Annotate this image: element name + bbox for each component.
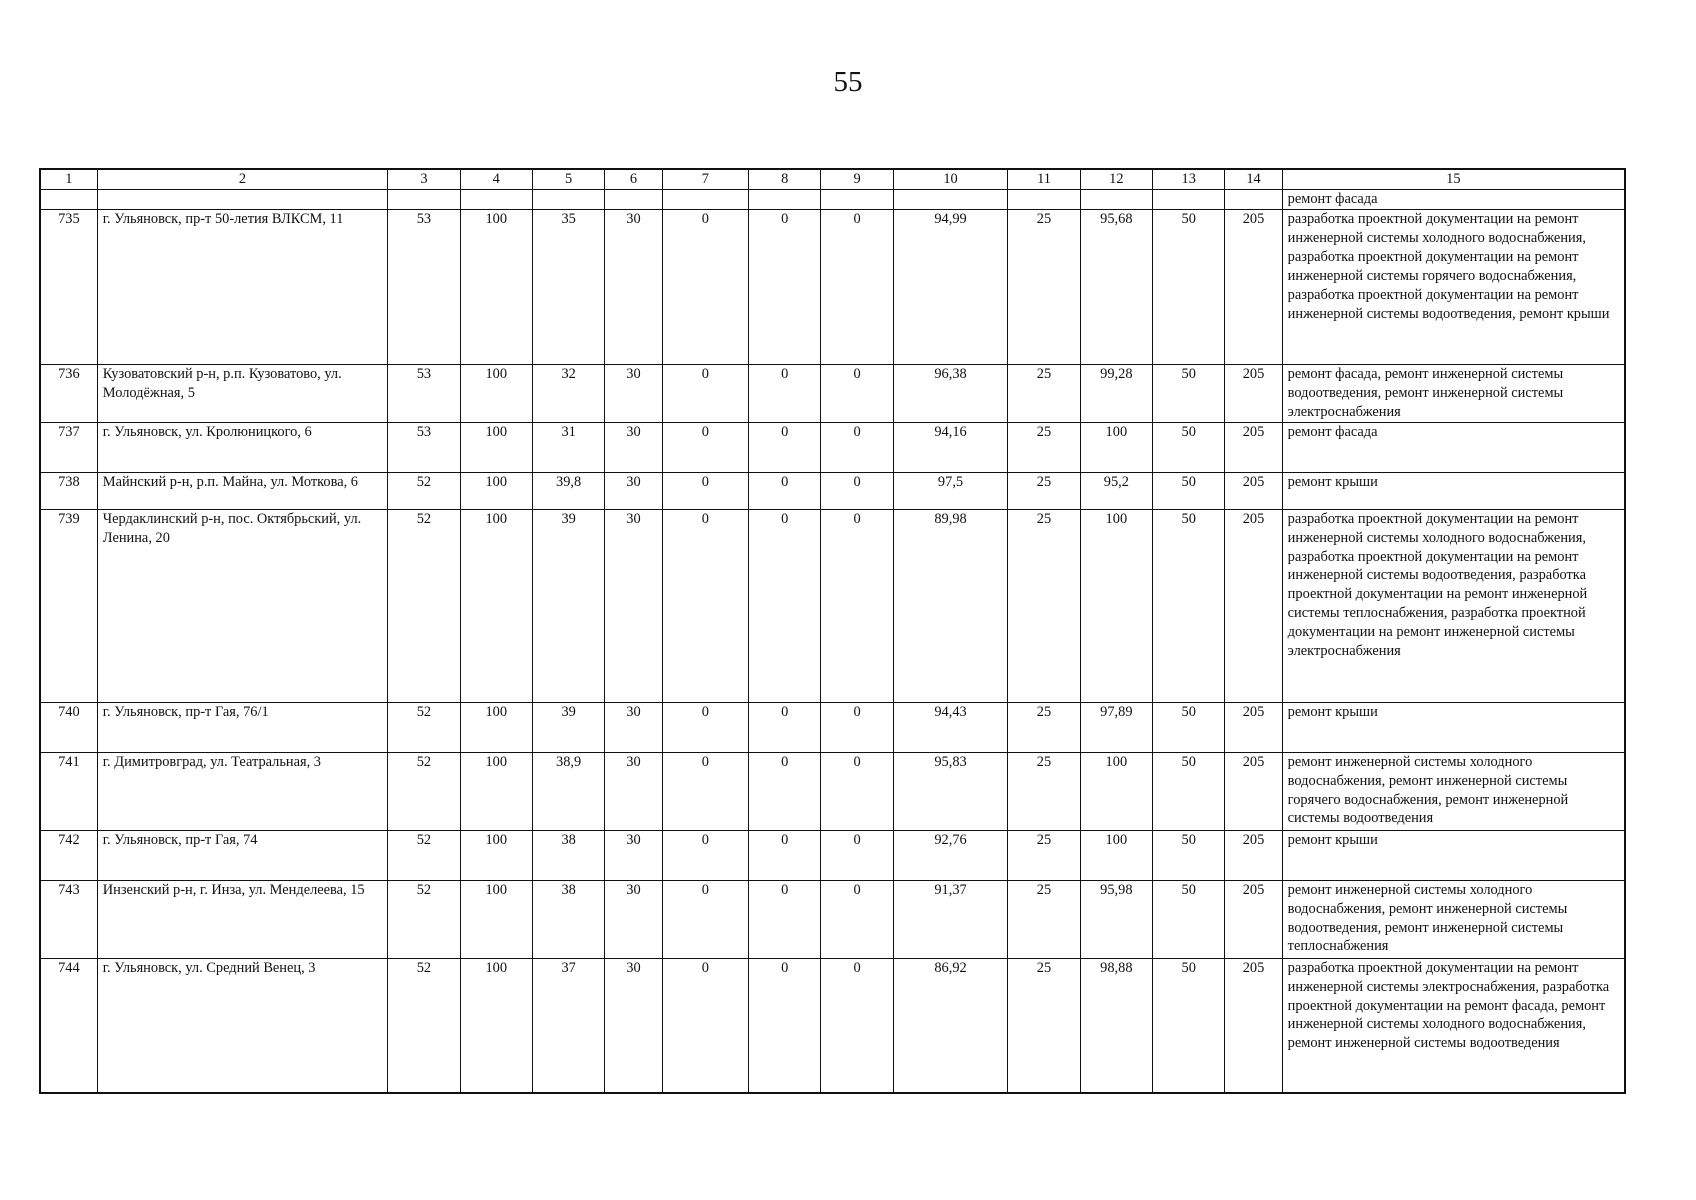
col-14-value: 205 [1225, 752, 1282, 830]
col-11-value: 25 [1008, 702, 1080, 752]
address: Инзенский р-н, г. Инза, ул. Менделеева, 15 [97, 880, 387, 958]
col-6-value: 30 [605, 880, 662, 958]
col-4-value: 100 [460, 210, 532, 365]
col-12-value: 95,2 [1080, 472, 1152, 509]
col-8-value: 0 [749, 509, 821, 702]
column-number: 9 [821, 169, 893, 190]
column-number: 13 [1153, 169, 1225, 190]
col-13-value: 50 [1153, 210, 1225, 365]
col-3-value: 53 [388, 210, 460, 365]
col-11-value: 25 [1008, 210, 1080, 365]
col-9-value: 0 [821, 365, 893, 423]
col-11-value: 25 [1008, 422, 1080, 472]
col-6-value: 30 [605, 210, 662, 365]
col-10-value: 94,16 [893, 422, 1008, 472]
col-8-value: 0 [749, 880, 821, 958]
col-8-value: 0 [749, 752, 821, 830]
col-10-value: 95,83 [893, 752, 1008, 830]
col-9-value: 0 [821, 958, 893, 1093]
col-5-value: 38 [532, 880, 604, 958]
col-6-value: 30 [605, 472, 662, 509]
table-row [40, 472, 1625, 509]
column-number: 3 [388, 169, 460, 190]
col-11-value: 25 [1008, 509, 1080, 702]
row-index: 736 [40, 365, 97, 423]
col-13-value: 50 [1153, 702, 1225, 752]
row-index: 743 [40, 880, 97, 958]
col-4-value: 100 [460, 830, 532, 880]
table-row [40, 958, 1625, 1093]
col-13-value: 50 [1153, 422, 1225, 472]
col-6-value: 30 [605, 702, 662, 752]
col-12-value: 98,88 [1080, 958, 1152, 1093]
col-6-value: 30 [605, 422, 662, 472]
registry-table [39, 168, 1626, 1094]
col-10-value: 91,37 [893, 880, 1008, 958]
col-8-value: 0 [749, 210, 821, 365]
col-10-value: 97,5 [893, 472, 1008, 509]
col-4-value: 100 [460, 472, 532, 509]
column-number: 4 [460, 169, 532, 190]
col-6-value: 30 [605, 830, 662, 880]
address: г. Ульяновск, ул. Средний Венец, 3 [97, 958, 387, 1093]
col-11-value: 25 [1008, 752, 1080, 830]
address: Чердаклинский р-н, пос. Октябрьский, ул. Ленина, 20 [97, 509, 387, 702]
row-index: 735 [40, 210, 97, 365]
row-index: 742 [40, 830, 97, 880]
table-row [40, 509, 1625, 702]
col-7-value: 0 [662, 830, 748, 880]
col-3-value: 52 [388, 830, 460, 880]
col-9-value: 0 [821, 702, 893, 752]
work-description: ремонт крыши [1282, 702, 1625, 752]
work-description: разработка проектной документации на ремонт инженерной системы электроснабжения, разработка проектной документации на ремонт фасада, ремонт инженерной системы холодного водоснабжения, ремонт инженерной системы водоотведения [1282, 958, 1625, 1093]
col-11-value: 25 [1008, 830, 1080, 880]
address: г. Димитровград, ул. Театральная, 3 [97, 752, 387, 830]
col-10-value: 94,43 [893, 702, 1008, 752]
col-11-value: 25 [1008, 472, 1080, 509]
address: Кузоватовский р-н, р.п. Кузоватово, ул. Молодёжная, 5 [97, 365, 387, 423]
column-number: 5 [532, 169, 604, 190]
col-8-value: 0 [749, 702, 821, 752]
col-5-value: 39 [532, 702, 604, 752]
col-10-value: 92,76 [893, 830, 1008, 880]
work-description: ремонт инженерной системы холодного водоснабжения, ремонт инженерной системы водоотведения, ремонт инженерной системы теплоснабжения [1282, 880, 1625, 958]
column-number: 2 [97, 169, 387, 190]
col-11-value: 25 [1008, 958, 1080, 1093]
col-12-value: 99,28 [1080, 365, 1152, 423]
col-10-value: 89,98 [893, 509, 1008, 702]
address: Майнский р-н, р.п. Майна, ул. Моткова, 6 [97, 472, 387, 509]
col-4-value: 100 [460, 509, 532, 702]
col-5-value: 37 [532, 958, 604, 1093]
col-9-value: 0 [821, 472, 893, 509]
col-14-value: 205 [1225, 210, 1282, 365]
col-8-value: 0 [749, 472, 821, 509]
col-4-value: 100 [460, 752, 532, 830]
table-row [40, 752, 1625, 830]
col-9-value: 0 [821, 422, 893, 472]
table-row [40, 880, 1625, 958]
col-3-value: 52 [388, 752, 460, 830]
col-13-value: 50 [1153, 752, 1225, 830]
table-row [40, 830, 1625, 880]
col-5-value: 39,8 [532, 472, 604, 509]
column-number: 7 [662, 169, 748, 190]
col-14-value: 205 [1225, 880, 1282, 958]
col-13-value: 50 [1153, 830, 1225, 880]
col-6-value: 30 [605, 752, 662, 830]
work-description: ремонт фасада [1282, 422, 1625, 472]
column-number-header [40, 169, 1625, 190]
row-index: 741 [40, 752, 97, 830]
row-index: 744 [40, 958, 97, 1093]
col-3-value: 53 [388, 422, 460, 472]
address: г. Ульяновск, пр-т 50-летия ВЛКСМ, 11 [97, 210, 387, 365]
work-description: ремонт крыши [1282, 472, 1625, 509]
col-8-value: 0 [749, 365, 821, 423]
col-7-value: 0 [662, 958, 748, 1093]
address: г. Ульяновск, ул. Кролюницкого, 6 [97, 422, 387, 472]
col-14-value: 205 [1225, 702, 1282, 752]
column-number: 15 [1282, 169, 1625, 190]
column-number: 1 [40, 169, 97, 190]
col-6-value: 30 [605, 509, 662, 702]
col-8-value: 0 [749, 958, 821, 1093]
col-13-value: 50 [1153, 365, 1225, 423]
col-14-value: 205 [1225, 958, 1282, 1093]
work-description: ремонт фасада, ремонт инженерной системы водоотведения, ремонт инженерной системы электроснабжения [1282, 365, 1625, 423]
column-number: 12 [1080, 169, 1152, 190]
col-6-value: 30 [605, 365, 662, 423]
col-14-value: 205 [1225, 830, 1282, 880]
col-4-value: 100 [460, 365, 532, 423]
col-13-value: 50 [1153, 958, 1225, 1093]
col-3-value: 52 [388, 472, 460, 509]
table-row [40, 365, 1625, 423]
col-4-value: 100 [460, 422, 532, 472]
row-index: 739 [40, 509, 97, 702]
column-number: 14 [1225, 169, 1282, 190]
col-13-value: 50 [1153, 472, 1225, 509]
col-4-value: 100 [460, 702, 532, 752]
col-8-value: 0 [749, 830, 821, 880]
column-number: 11 [1008, 169, 1080, 190]
col-10-value: 86,92 [893, 958, 1008, 1093]
col-12-value: 97,89 [1080, 702, 1152, 752]
col-7-value: 0 [662, 365, 748, 423]
row-index: 738 [40, 472, 97, 509]
col-9-value: 0 [821, 830, 893, 880]
table-row [40, 422, 1625, 472]
page-number: 55 [833, 66, 863, 98]
col-13-value: 50 [1153, 509, 1225, 702]
column-number: 6 [605, 169, 662, 190]
col-5-value: 38,9 [532, 752, 604, 830]
col-10-value: 94,99 [893, 210, 1008, 365]
col-5-value: 35 [532, 210, 604, 365]
column-number: 10 [893, 169, 1008, 190]
col-5-value: 38 [532, 830, 604, 880]
col-5-value: 32 [532, 365, 604, 423]
work-description: разработка проектной документации на ремонт инженерной системы холодного водоснабжения, разработка проектной документации на ремонт инженерной системы водоотведения, разработка проектной документации на ремонт инженерной системы теплоснабжения, разработка проектной документации на ремонт инженерной системы электроснабжения [1282, 509, 1625, 702]
address: г. Ульяновск, пр-т Гая, 76/1 [97, 702, 387, 752]
work-description: разработка проектной документации на ремонт инженерной системы холодного водоснабжения, разработка проектной документации на ремонт инженерной системы горячего водоснабжения, разработка проектной документации на ремонт инженерной системы водоотведения, ремонт крыши [1282, 210, 1625, 365]
row-index: 740 [40, 702, 97, 752]
table-row [40, 702, 1625, 752]
col-12-value: 100 [1080, 509, 1152, 702]
table-row [40, 210, 1625, 365]
col-4-value: 100 [460, 880, 532, 958]
col-3-value: 53 [388, 365, 460, 423]
col-11-value: 25 [1008, 365, 1080, 423]
col-7-value: 0 [662, 472, 748, 509]
col-9-value: 0 [821, 752, 893, 830]
col-10-value: 96,38 [893, 365, 1008, 423]
col-14-value: 205 [1225, 472, 1282, 509]
col-3-value: 52 [388, 702, 460, 752]
col-3-value: 52 [388, 958, 460, 1093]
address: г. Ульяновск, пр-т Гая, 74 [97, 830, 387, 880]
col-7-value: 0 [662, 880, 748, 958]
col-12-value: 100 [1080, 422, 1152, 472]
work-description: ремонт инженерной системы холодного водоснабжения, ремонт инженерной системы горячего водоснабжения, ремонт инженерной системы водоотведения [1282, 752, 1625, 830]
col-13-value: 50 [1153, 880, 1225, 958]
col-14-value: 205 [1225, 509, 1282, 702]
work-description: ремонт фасада [1282, 190, 1625, 210]
col-5-value: 31 [532, 422, 604, 472]
col-14-value: 205 [1225, 365, 1282, 423]
col-7-value: 0 [662, 702, 748, 752]
col-9-value: 0 [821, 880, 893, 958]
column-number: 8 [749, 169, 821, 190]
col-9-value: 0 [821, 509, 893, 702]
col-3-value: 52 [388, 880, 460, 958]
col-8-value: 0 [749, 422, 821, 472]
col-14-value: 205 [1225, 422, 1282, 472]
col-5-value: 39 [532, 509, 604, 702]
col-7-value: 0 [662, 422, 748, 472]
col-7-value: 0 [662, 210, 748, 365]
col-12-value: 95,98 [1080, 880, 1152, 958]
row-index: 737 [40, 422, 97, 472]
work-description: ремонт крыши [1282, 830, 1625, 880]
continuation-row [40, 190, 1625, 210]
col-7-value: 0 [662, 752, 748, 830]
col-7-value: 0 [662, 509, 748, 702]
col-6-value: 30 [605, 958, 662, 1093]
col-4-value: 100 [460, 958, 532, 1093]
col-9-value: 0 [821, 210, 893, 365]
col-12-value: 95,68 [1080, 210, 1152, 365]
col-12-value: 100 [1080, 752, 1152, 830]
col-12-value: 100 [1080, 830, 1152, 880]
col-3-value: 52 [388, 509, 460, 702]
col-11-value: 25 [1008, 880, 1080, 958]
